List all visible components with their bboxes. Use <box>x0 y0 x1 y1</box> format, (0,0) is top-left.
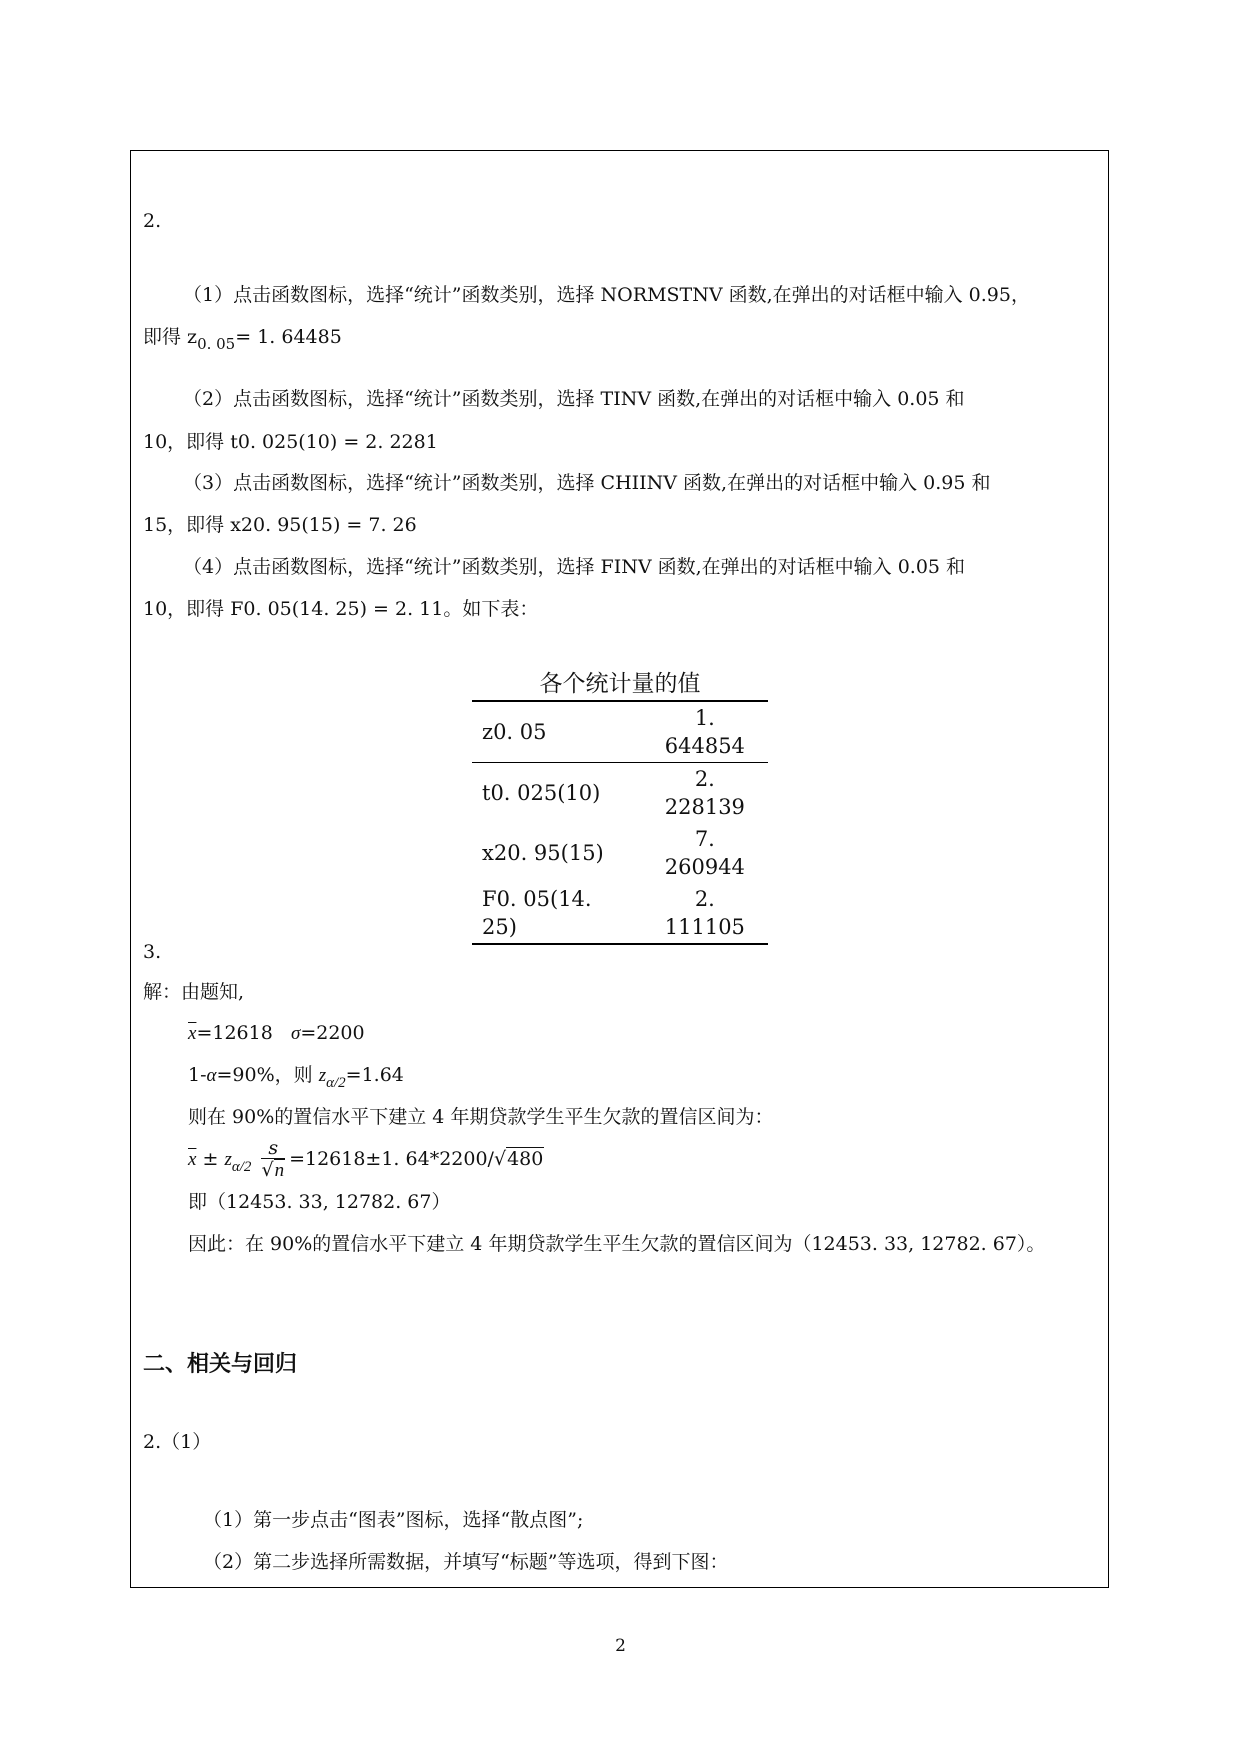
step-1: （1）第一步点击“图表”图标，选择“散点图”; <box>203 1509 584 1531</box>
table-cell-value: 1. 644854 <box>642 701 768 763</box>
xbar-value: =12618 <box>196 1022 273 1044</box>
item-1-prefix: 即得 z <box>143 326 198 348</box>
interval-result: 即（12453. 33, 12782. 67） <box>188 1191 451 1213</box>
table-caption: 各个统计量的值 <box>539 671 701 697</box>
item-2-line-2: 10，即得 t0. 025(10) = 2. 2281 <box>143 431 438 453</box>
formula-pm: ± <box>202 1148 219 1170</box>
table-row <box>472 883 768 944</box>
alpha-symbol: α <box>206 1065 217 1086</box>
part-2-heading: 二、相关与回归 <box>143 1351 298 1377</box>
interval-intro: 则在 90%的置信水平下建立 4 年期贷款学生平生欠款的置信区间为： <box>188 1106 774 1128</box>
section-3-intro: 解：由题知, <box>143 981 245 1003</box>
part-2-item-label: 2.（1） <box>143 1431 212 1453</box>
formula-numerator: s <box>261 1138 285 1159</box>
item-1-line-1: （1）点击函数图标，选择“统计”函数类别，选择 NORMSTNV 函数,在弹出的对话框中输入 0.95， <box>183 284 1030 306</box>
z-symbol: z <box>318 1065 327 1086</box>
table-cell-name: t0. 025(10) <box>472 763 642 824</box>
item-1-suffix: = 1. 64485 <box>235 326 342 348</box>
formula-z: z <box>224 1149 232 1170</box>
page-number: 2 <box>615 1636 626 1656</box>
z-value: =1.64 <box>345 1064 404 1086</box>
item-1-line-2 <box>143 325 342 356</box>
item-3-line-2: 15，即得 x20. 95(15) = 7. 26 <box>143 514 417 536</box>
formula-value: =12618±1. 64*2200/ <box>289 1148 494 1170</box>
interval-formula: $\overline{x} \pm z_{\alpha/2}$ $\frac{s}{√n}$ =12618±1. 64*2200/√480 <box>188 1137 544 1181</box>
given-values <box>188 1021 365 1046</box>
formula-den-n: n <box>274 1160 285 1181</box>
alpha-prefix: 1- <box>188 1064 207 1086</box>
item-4-line-2: 10，即得 F0. 05(14. 25) = 2. 11。如下表： <box>143 598 539 620</box>
interval-conclusion: 因此：在 90%的置信水平下建立 4 年期贷款学生平生欠款的置信区间为（12453. 33, 12782. 67）。 <box>188 1233 1046 1255</box>
formula-denominator: √n <box>261 1159 285 1181</box>
table-cell-value: 7. 260944 <box>664 827 745 879</box>
item-2-line-1: （2）点击函数图标，选择“统计”函数类别，选择 TINV 函数,在弹出的对话框中输入 0.05 和 <box>183 388 965 410</box>
statistics-table <box>472 668 768 945</box>
table-cell-name: z0. 05 <box>472 701 642 763</box>
sigma-value: =2200 <box>300 1022 365 1044</box>
item-3-line-1: （3）点击函数图标，选择“统计”函数类别，选择 CHIINV 函数,在弹出的对话框中输入 0.95 和 <box>183 472 991 494</box>
item-4-line-1: （4）点击函数图标，选择“统计”函数类别，选择 FINV 函数,在弹出的对话框中输入 0.05 和 <box>183 556 966 578</box>
item-1-subscript: 0. 05 <box>197 335 236 353</box>
table-cell-name: x20. 95(15) <box>482 841 604 865</box>
step-2: （2）第二步选择所需数据，并填写“标题”等选项，得到下图： <box>203 1551 729 1573</box>
table-row <box>472 763 768 824</box>
sigma-symbol: σ <box>290 1023 301 1044</box>
table-cell-value: 2. 111105 <box>642 883 768 944</box>
table-cell-value: 2. 228139 <box>642 763 768 824</box>
formula-fraction <box>261 1138 285 1182</box>
xbar-symbol: $\overline{x}$ <box>188 1023 197 1044</box>
formula-sqrt: 480 <box>507 1148 544 1170</box>
section-3-number: 3. <box>143 941 162 963</box>
table-row <box>472 701 768 763</box>
confidence-level <box>188 1063 404 1095</box>
z-subscript: α/2 <box>326 1075 346 1091</box>
formula-z-sub: α/2 <box>231 1159 252 1175</box>
table-row <box>472 823 768 883</box>
alpha-text: =90%，则 <box>216 1064 313 1086</box>
section-2-number: 2. <box>143 210 162 232</box>
formula-xbar: $\overline{x}$ <box>188 1149 197 1170</box>
table-cell-name: F0. 05(14. 25) <box>472 883 642 944</box>
